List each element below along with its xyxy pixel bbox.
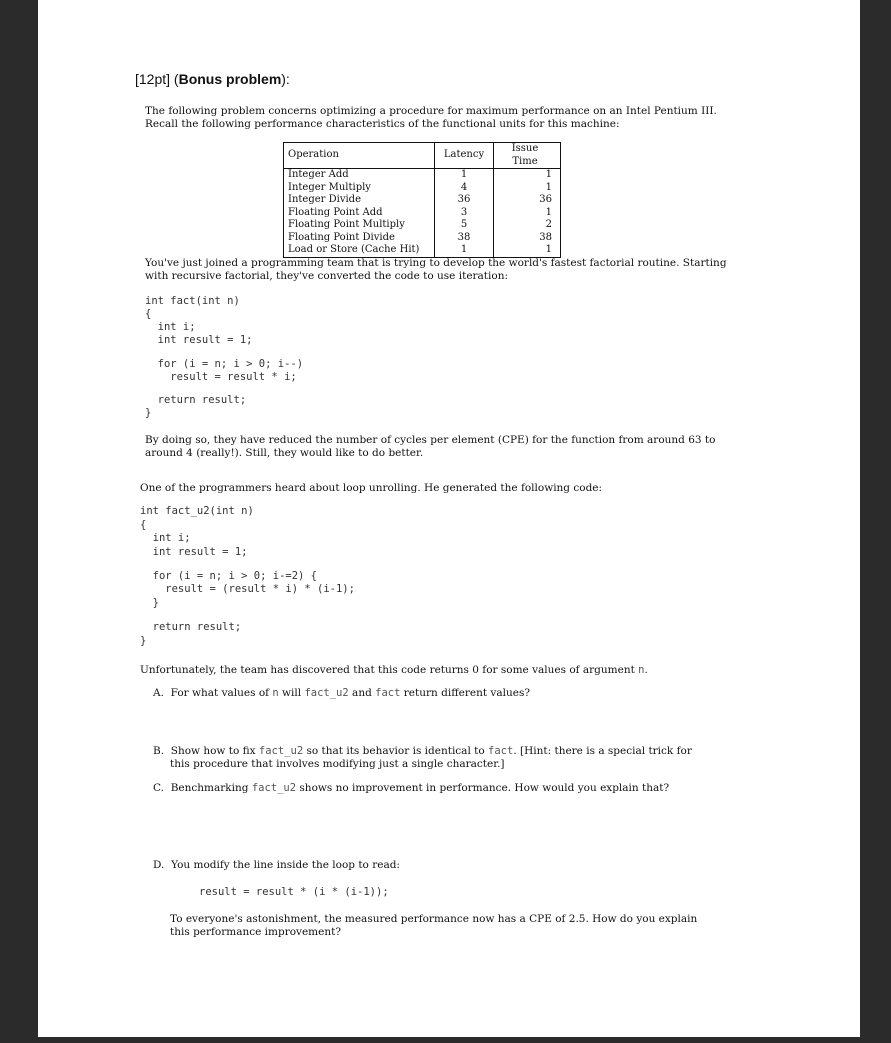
- table-row: [284, 207, 561, 220]
- latency-cell: 1: [435, 244, 494, 257]
- operation-cell: Integer Add: [284, 169, 435, 182]
- operation-cell: Floating Point Multiply: [284, 219, 435, 232]
- code-block-fact-u2: [140, 505, 355, 648]
- question-d: D. You modify the line inside the loop to read:: [153, 859, 400, 871]
- question-c: C. Benchmarking fact_u2 shows no improvement in performance. How would you explain that?: [153, 782, 670, 794]
- issue-time-cell: 1: [545, 169, 552, 180]
- operation-cell: Integer Divide: [284, 194, 435, 207]
- table-row: [284, 182, 561, 195]
- latency-cell: 1: [435, 169, 494, 182]
- operation-cell: Integer Multiply: [284, 182, 435, 195]
- question-a: A. For what values of n will fact_u2 and fact return different values?: [153, 687, 530, 699]
- para5: Unfortunately, the team has discovered that this code returns 0 for some values of argument n.: [140, 664, 648, 676]
- issue-time-cell: 1: [545, 206, 552, 218]
- table-row: [284, 244, 561, 257]
- table-row: [284, 219, 561, 232]
- latency-cell: 5: [435, 219, 494, 232]
- table-row: [284, 169, 561, 182]
- para3-line-2: around 4 (really!). Still, they would like to do better.: [145, 447, 424, 459]
- code-line: for (i = n; i > 0; i-=2) {: [140, 569, 318, 582]
- performance-table: [283, 142, 561, 258]
- operation-cell: Load or Store (Cache Hit): [284, 244, 435, 257]
- operation-cell: Floating Point Divide: [284, 232, 435, 245]
- code-line: }: [140, 634, 147, 647]
- table-row: [284, 194, 561, 207]
- operation-cell: Floating Point Add: [284, 207, 435, 220]
- question-d-line-1: To everyone's astonishment, the measured performance now has a CPE of 2.5. How do you explain: [170, 913, 698, 925]
- problem-heading: [12pt] (Bonus problem):: [135, 71, 290, 87]
- code-line: }: [140, 597, 159, 610]
- code-line: return result;: [145, 394, 247, 406]
- latency-cell: 3: [435, 207, 494, 220]
- issue-time-cell: 1: [545, 244, 552, 255]
- intro-line-2: Recall the following performance characteristics of the functional units for this machine:: [145, 118, 620, 130]
- code-line: [145, 384, 303, 395]
- issue-time-cell: 2: [545, 219, 552, 230]
- question-b: B. Show how to fix fact_u2 so that its behavior is identical to fact. [Hint: there is a special trick for: [153, 745, 692, 757]
- code-line: int fact(int n): [145, 295, 240, 307]
- header-latency: Latency: [435, 143, 494, 169]
- table-row: [284, 232, 561, 245]
- code-line: int result = 1;: [140, 545, 248, 558]
- code-line: for (i = n; i > 0; i--): [145, 357, 304, 370]
- latency-cell: 36: [435, 194, 494, 207]
- issue-time-cell: 36: [539, 194, 552, 205]
- document-page: [38, 0, 860, 1037]
- code-block-fact: [145, 295, 303, 420]
- question-d-code: result = result * (i * (i-1));: [199, 886, 389, 898]
- code-line: [145, 347, 303, 358]
- code-line: result = (result * i) * (i-1);: [140, 583, 355, 596]
- para2-line-2: with recursive factorial, they've converted the code to use iteration:: [145, 270, 509, 282]
- code-line: [140, 559, 355, 570]
- code-line: {: [140, 518, 147, 531]
- code-line: }: [145, 407, 152, 419]
- code-line: result = result * i;: [145, 370, 297, 383]
- header-issue-time: Issue Time: [494, 143, 561, 169]
- para4: One of the programmers heard about loop unrolling. He generated the following code:: [140, 482, 603, 494]
- issue-time-cell: 1: [545, 181, 552, 193]
- code-line: int result = 1;: [145, 334, 253, 346]
- code-line: return result;: [140, 621, 242, 634]
- issue-time-cell: 38: [539, 231, 552, 243]
- para3-line-1: By doing so, they have reduced the number of cycles per element (CPE) for the function from around 63 to: [145, 434, 716, 446]
- para2-line-1: You've just joined a programming team that is trying to develop the world's fastest factorial routine. Starting: [145, 257, 727, 269]
- code-line: int fact_u2(int n): [140, 505, 254, 517]
- question-d-line-2: this performance improvement?: [170, 926, 341, 938]
- code-line: int i;: [140, 532, 191, 545]
- header-operation: Operation: [284, 143, 435, 169]
- latency-cell: 4: [435, 182, 494, 195]
- table-header-row: [284, 143, 561, 169]
- code-line: [140, 611, 355, 622]
- code-line: int i;: [145, 321, 196, 333]
- code-line: {: [145, 308, 152, 320]
- latency-cell: 38: [435, 232, 494, 245]
- intro-line-1: The following problem concerns optimizing a procedure for maximum performance on an Intel Pentium III.: [145, 105, 717, 117]
- question-b-line-2: this procedure that involves modifying just a single character.]: [170, 758, 505, 770]
